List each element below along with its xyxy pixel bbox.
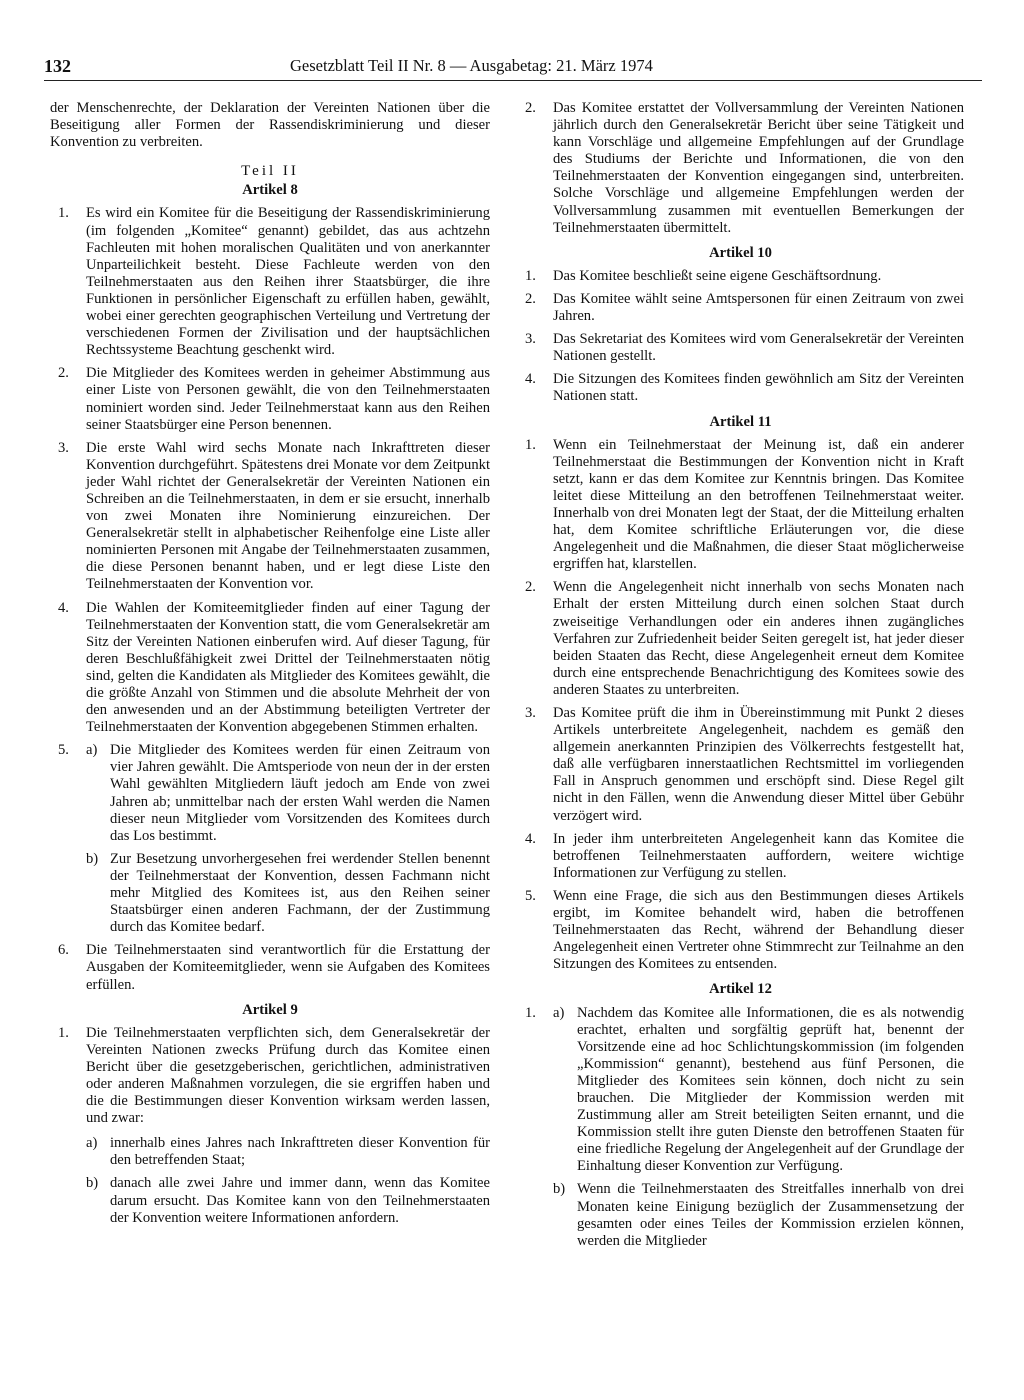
article-8-paragraph-6 (50, 942, 490, 993)
sub-label: a) (86, 1135, 98, 1152)
sub-text: Nachdem das Komitee alle Informationen, die es als notwendig erachtet, erhalten und sorgfältig geprüft hat, benennt der Vorsitzende eine ad hoc Schlichtungskommission (im folgenden „Kommission“ genannt), bestehend aus fünf Personen, die Mitglieder des Komitees sein können, doch nicht zu sein brauchen. Die Mitglieder der Kommission werden mit Zustimmung aller am Streit beteiligten Seiten ernannt, und die Kommission stellt ihre guten Dienste den betroffenen Staaten für eine friedliche Regelung der Angelegenheit auf der Grundlage der Einhaltung dieser Konvention zur Verfügung. (577, 1004, 964, 1175)
subparagraph-a (553, 1005, 964, 1176)
subparagraph-b (86, 851, 490, 936)
item-number: 1. (525, 1004, 536, 1021)
item-number: 2. (58, 365, 69, 382)
sub-text: innerhalb eines Jahres nach Inkrafttreten dieser Konvention für den betreffenden Staat; (110, 1135, 490, 1169)
item-number: 1. (525, 267, 536, 284)
sub-text: Zur Besetzung unvorhergesehen frei werdender Stellen benennt der Teilnehmerstaat der Konvention, dessen Fachmann nicht mehr Mitglied des Komitees ist, aus den Reihen seiner Staatsbürger einen anderen Fachmann, der der Zustimmung durch das Komitee bedarf. (110, 850, 490, 936)
article-9-heading: Artikel 9 (242, 1001, 298, 1018)
sub-text: Die Mitglieder des Komitees werden für einen Zeitraum von vier Jahren gewählt. Die Amtsperiode von neun der in der ersten Wahl gewählten Mitgliedern läuft jedoch am Ende von zwei Jahren ab; unmittelbar nach der ersten Wahl werden die Namen dieser neun Mitglieder vom Vorsitzenden des Komitees durch das Los bestimmt. (110, 742, 490, 844)
item-number: 3. (58, 439, 69, 456)
article-9-paragraph-2 (517, 100, 964, 237)
item-text: Wenn die Angelegenheit nicht innerhalb von sechs Monaten nach Erhalt der ersten Mitteilung durch einen solchen Staat durch zweiseitige Verhandlungen oder ein anderes ihnen zugängliches Verfahren zur Zufriedenheit beider Seiten geregelt ist, hat jeder dieser beiden Staaten das Recht, diese Angelegenheit erneut dem Komitee durch eine entsprechende Benachrichtigung des Komitees sowie des anderen Staates zu unterbreiten. (553, 579, 964, 698)
item-number: 2. (525, 100, 536, 116)
article-10-paragraph-1 (517, 268, 964, 285)
sub-label: b) (86, 1175, 99, 1192)
item-text: Die erste Wahl wird sechs Monate nach Inkrafttreten dieser Konvention durchgeführt. Spätestens drei Monate vor dem Zeitpunkt jeder Wahl richtet der Generalsekretär der Vereinten Nationen ein Schreiben an die Teilnehmerstaaten, in dem er sie ersucht, innerhalb von zwei Monaten ihre Nominierung einzureichen. Der Generalsekretär stellt in alphabetischer Reihenfolge eine Liste aller nominierten Personen mit Angabe der Teilnehmerstaaten zusammen, die diese Personen benannt haben, und er legt diese Liste den Teilnehmerstaaten der Konvention vor. (86, 439, 490, 593)
item-text: Das Komitee erstattet der Vollversammlung der Vereinten Nationen jährlich durch den Generalsekretär Bericht über seine Tätigkeit und kann Vorschläge und allgemeine Empfehlungen auf der Grundlage des Studiums der Berichte und Informationen, die von den Teilnehmerstaaten der Konvention eingegangen sind, unterbreiten. Solche Vorschläge und allgemeine Empfehlungen werden der Vollversammlung zusammen mit eventuellen Bemerkungen der Teilnehmerstaaten übermittelt. (553, 100, 964, 236)
article-8-paragraph-4 (50, 600, 490, 737)
article-11-paragraph-1 (517, 437, 964, 574)
article-11-paragraph-4 (517, 831, 964, 882)
item-text: Die Wahlen der Komiteemitglieder finden auf einer Tagung der Teilnehmerstaaten der Konvention statt, die vom Generalsekretär am Sitz der Vereinten Nationen einberufen wird. Auf dieser Tagung, für deren Beschlußfähigkeit zwei Drittel der Teilnehmerstaaten nötig sind, gelten die Kandidaten als Mitglieder des Komitees gewählt, die die größte Anzahl von Stimmen und die absolute Mehrheit der von den anwesenden und an der Abstimmung beteiligten Vertreter der Teilnehmerstaaten der Konvention abgegebenen Stimmen erhalten. (86, 599, 490, 736)
item-number: 4. (525, 830, 536, 847)
article-12-heading: Artikel 12 (709, 981, 772, 998)
item-number: 4. (58, 599, 69, 616)
item-text: Das Komitee prüft die ihm in Übereinstimmung mit Punkt 2 dieses Artikels unterbreitete Angelegenheit, nachdem es gemäß den allgemein anerkannten Prinzipien des Völkerrechts festgestellt hat, daß alle verfügbaren innerstaatlichen Rechtsmittel im vorliegenden Fall in Anspruch genommen und erschöpft sind. Diese Regel gilt nicht in den Fällen, wenn die Anwendung dieser Mittel über Gebühr verzögert wird. (553, 705, 964, 824)
item-number: 2. (525, 579, 536, 596)
item-number: 5. (525, 887, 536, 904)
sub-text: danach alle zwei Jahre und immer dann, wenn das Komitee darum ersucht. Das Komitee kann von den Teilnehmerstaaten der Konvention weitere Informationen anfordern. (110, 1175, 490, 1226)
item-number: 1. (525, 436, 536, 453)
article-11-paragraph-5 (517, 888, 964, 973)
sub-label: a) (553, 1004, 565, 1021)
article-9-paragraph-1 (50, 1025, 490, 1227)
item-text: Wenn ein Teilnehmerstaat der Meinung ist, daß ein anderer Teilnehmerstaat die Bestimmungen der Konvention nicht in Kraft setzt, kann er das dem Komitee zur Kenntnis bringen. Das Komitee leitet diese Mitteilung an den betroffenen Teilnehmerstaat weiter. Innerhalb von drei Monaten legt der Staat, der die Mitteilung erhalten hat, dem Komitee schriftliche Erläuterungen vor, die diese Angelegenheit und die Maßnahmen, die dieser Staat möglicherweise ergriffen hat, klarstellen. (553, 436, 964, 573)
item-text: Das Komitee wählt seine Amtspersonen für einen Zeitraum von zwei Jahren. (553, 290, 964, 325)
article-8-paragraph-1 (50, 205, 490, 359)
sub-text: Wenn die Teilnehmerstaaten des Streitfalles innerhalb von drei Monaten keine Einigung bezüglich der Zusammensetzung der gesamten oder eines Teiles der Kommission erzielen können, werden die Mitglieder (577, 1181, 964, 1249)
item-text: Das Sekretariat des Komitees wird vom Generalsekretär der Vereinten Nationen gestellt. (553, 331, 964, 365)
article-11-paragraph-3 (517, 705, 964, 825)
article-8-paragraph-3 (50, 440, 490, 594)
sub-label: b) (86, 850, 99, 867)
item-number: 5. (58, 742, 69, 759)
part-heading: Teil II (241, 163, 299, 180)
sub-label: a) (86, 742, 98, 759)
item-number: 3. (525, 331, 536, 348)
article-10-paragraph-2 (517, 291, 964, 325)
article-12-paragraph-1 (517, 1005, 964, 1250)
item-text: Wenn eine Frage, die sich aus den Bestimmungen dieses Artikels ergibt, im Komitee behandelt wird, haben die betroffenen Teilnehmerstaaten das Recht, während der Behandlung dieser Angelegenheit einen Vertreter ohne Stimmrecht zur Teilnahme an den Sitzungen des Komitees zu entsenden. (553, 887, 964, 973)
article-10-paragraph-3 (517, 331, 964, 365)
item-text: Die Mitglieder des Komitees werden in geheimer Abstimmung aus einer Liste von Personen gewählt, die von den Teilnehmerstaaten nominiert worden sind. Jeder Teilnehmerstaat kann aus den Reihen seiner Staatsbürger eine Person benennen. (86, 365, 490, 433)
right-column (517, 100, 964, 1256)
item-text: Das Komitee beschließt seine eigene Geschäftsordnung. (553, 267, 882, 284)
article-10-heading: Artikel 10 (709, 244, 772, 261)
intro-paragraph: der Menschenrechte, der Deklaration der Vereinten Nationen über die Beseitigung aller Formen der Rassendiskriminierung und dieser Konvention zu verbreiten. (50, 100, 490, 151)
item-text: In jeder ihm unterbreiteten Angelegenheit kann das Komitee die betroffenen Teilnehmerstaaten auffordern, weitere wichtige Informationen zur Verfügung zu stellen. (553, 830, 964, 881)
subparagraph-a (86, 1135, 490, 1169)
subparagraph-b (553, 1181, 964, 1249)
item-number: 6. (58, 942, 69, 959)
item-number: 1. (58, 205, 69, 222)
item-text: Es wird ein Komitee für die Beseitigung der Rassendiskriminierung (im folgenden „Komitee“ genannt) gebildet, das aus achtzehn Fachleuten mit hohen moralischen Qualitäten und von anerkannter Unparteilichkeit besteht. Diese Fachleute werden von den Teilnehmerstaaten aus den Reihen ihrer Staatsbürger, die ihre Funktionen in persönlicher Eigenschaft zu erfüllen haben, gewählt, wobei einer gerechten geographischen Verteilung und Vertretung der verschiedenen Formen der Zivilisation und der hauptsächlichen Rechtssysteme Beachtung geschenkt wird. (86, 205, 490, 359)
article-11-paragraph-2 (517, 579, 964, 699)
left-column (50, 100, 490, 1233)
header-rule (44, 80, 982, 81)
item-text: Die Teilnehmerstaaten verpflichten sich, dem Generalsekretär der Vereinten Nationen zwecks Prüfung durch das Komitee einen Bericht über die gesetzgeberischen, gerichtlichen, administrativen oder anderen Maßnahmen vorzulegen, die sie ergriffen haben und die die Bestimmungen dieser Konvention wirksam werden lassen, und zwar: (86, 1024, 490, 1127)
article-8-paragraph-5 (50, 742, 490, 936)
running-title: Gesetzblatt Teil II Nr. 8 — Ausgabetag: 21. März 1974 (290, 56, 653, 75)
item-text: Die Sitzungen des Komitees finden gewöhnlich am Sitz der Vereinten Nationen statt. (553, 371, 964, 405)
article-8-heading: Artikel 8 (242, 182, 298, 199)
page-number: 132 (44, 56, 71, 76)
sub-label: b) (553, 1181, 566, 1198)
item-number: 2. (525, 290, 536, 307)
subparagraph-b (86, 1175, 490, 1226)
item-number: 3. (525, 705, 536, 721)
item-text: Die Teilnehmerstaaten sind verantwortlich für die Erstattung der Ausgaben der Komiteemitglieder, wenn sie Aufgaben des Komitees erfüllen. (86, 942, 490, 993)
article-8-paragraph-2 (50, 365, 490, 433)
article-11-heading: Artikel 11 (709, 413, 772, 430)
item-number: 1. (58, 1024, 69, 1041)
article-10-paragraph-4 (517, 371, 964, 405)
page-header (44, 56, 984, 80)
item-number: 4. (525, 371, 536, 388)
subparagraph-a (86, 742, 490, 845)
